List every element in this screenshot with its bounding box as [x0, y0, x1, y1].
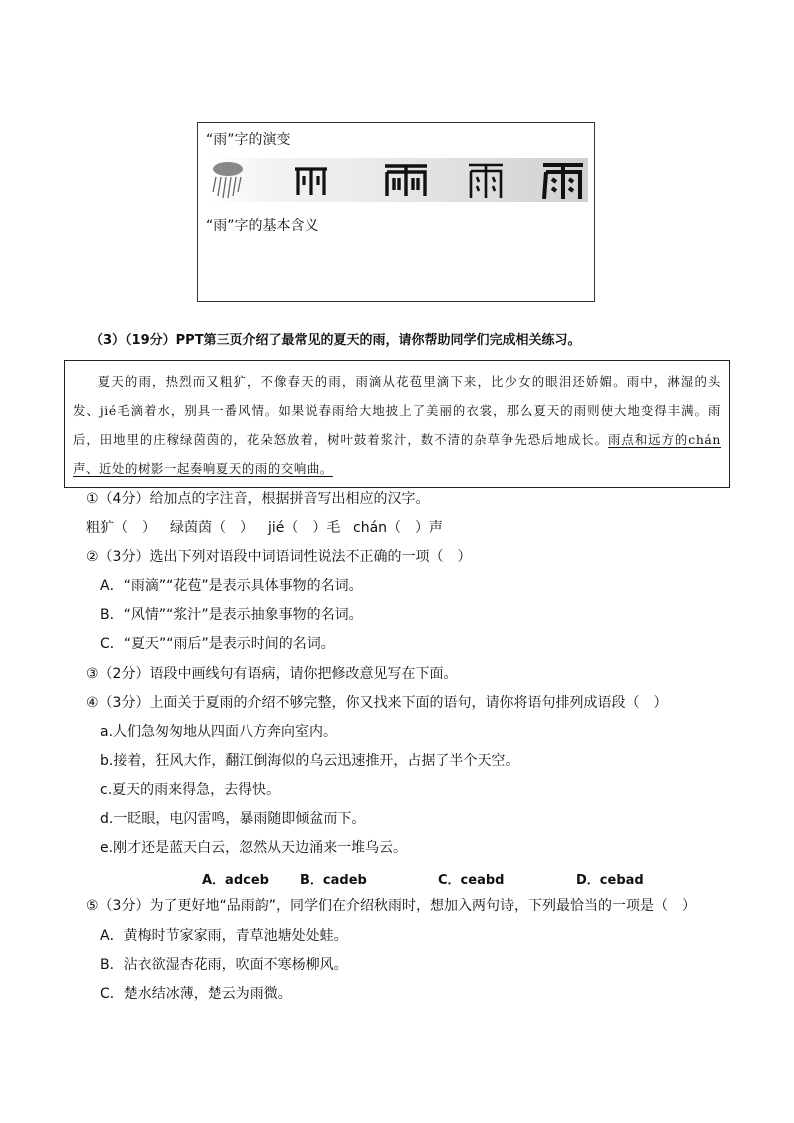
character-evolution-box: [197, 122, 595, 302]
sub4-option-d: D．cebad: [576, 873, 644, 888]
sub4-option-a: A．adceb: [202, 873, 269, 888]
sub4-sentence-e: e.刚才还是蓝天白云，忽然从天边涌来一堆乌云。: [100, 840, 408, 856]
q3-intro: （3）（19分）PPT第三页介绍了最常见的夏天的雨，请你帮助同学们完成相关练习。: [90, 333, 581, 348]
bronze-yu-icon: [383, 162, 429, 198]
sub1-item-2: 绿茵茵（ ）: [170, 520, 254, 536]
sub5-option-a: A．黄梅时节家家雨，青草池塘处处蛙。: [100, 928, 348, 944]
sub5-option-c: C．楚水结冰薄，楚云为雨微。: [100, 986, 292, 1002]
sub2-option-c: C．“夏天”“雨后”是表示时间的名词。: [100, 636, 335, 652]
sub2-option-a: A．“雨滴”“花苞”是表示具体事物的名词。: [100, 578, 363, 594]
seal-yu-icon: [466, 162, 506, 200]
sub5-option-b: B．沾衣欲湿杏花雨，吹面不寒杨柳风。: [100, 957, 348, 973]
sub4-sentence-c: c.夏天的雨来得急，去得快。: [100, 782, 281, 798]
sub5-prompt: ⑤（3分）为了更好地“品雨韵”，同学们在介绍秋雨时，想加入两句诗，下列最恰当的一项是（ ）: [86, 898, 696, 914]
passage-main: 夏天的雨，热烈而又粗犷，不像春天的雨，雨滴从花苞里滴下来，比少女的眼泪还娇媚。雨中，淋湿的头发、jié毛滴着水，别具一番风情。如果说春雨给大地披上了美丽的衣裳，那么夏天的雨则使大地变得丰满。雨后，田地里的庄稼绿茵茵的，花朵怒放着，树叶鼓着浆汁，数不清的杂草争先恐后地成长。: [73, 374, 721, 447]
sub1-item-3: jié（ ）毛: [268, 520, 341, 536]
evolution-glyph-strip: [208, 158, 588, 202]
sub1-item-4: chán（ ）声: [353, 520, 444, 536]
sub1-prompt: ①（4分）给加点的字注音，根据拼音写出相应的汉字。: [86, 491, 430, 507]
passage-text: [73, 367, 721, 483]
rain-cloud-pictograph-icon: [208, 160, 248, 202]
evolution-title: “雨”字的演变: [206, 132, 291, 148]
clerical-yu-icon: [540, 161, 586, 201]
sub3-prompt: ③（2分）语段中画线句有语病，请你把修改意见写在下面。: [86, 666, 458, 682]
basic-meaning-label: “雨”字的基本含义: [206, 218, 319, 234]
sub2-prompt: ②（3分）选出下列对语段中词语词性说法不正确的一项（ ）: [86, 549, 472, 565]
sub1-item-1: 粗犷（ ）: [86, 520, 156, 536]
passage-underlined-sentence: 雨点和远方的chán声、近处的树影一起奏响夏天的雨的交响曲。: [73, 432, 721, 476]
sub4-sentence-a: a.人们急匆匆地从四面八方奔向室内。: [100, 724, 338, 740]
oracle-bone-yu-icon: [293, 163, 329, 197]
sub2-option-b: B．“风情”“浆汁”是表示抽象事物的名词。: [100, 607, 363, 623]
sub4-option-c: C．ceabd: [438, 873, 505, 888]
sub4-sentence-d: d.一眨眼，电闪雷鸣，暴雨随即倾盆而下。: [100, 811, 366, 827]
sub4-sentence-b: b.接着，狂风大作，翻江倒海似的乌云迅速推开，占据了半个天空。: [100, 753, 520, 769]
sub4-prompt: ④（3分）上面关于夏雨的介绍不够完整，你又找来下面的语句，请你将语句排列成语段（ ）: [86, 695, 668, 711]
passage-box: [64, 360, 730, 488]
sub4-option-b: B．cadeb: [300, 873, 367, 888]
